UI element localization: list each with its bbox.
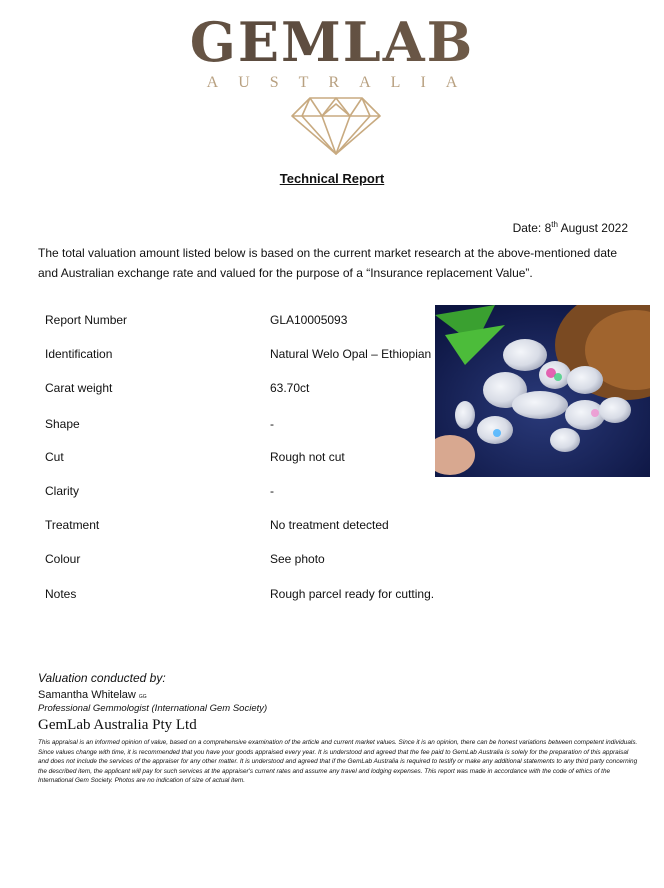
detail-value: -: [270, 484, 274, 498]
detail-label: Shape: [45, 417, 80, 431]
appraiser-name-text: Samantha Whitelaw: [38, 689, 136, 701]
detail-value: Rough not cut: [270, 450, 345, 464]
logo-subtitle: AUSTRALIA: [206, 74, 478, 91]
report-date: [513, 221, 628, 236]
detail-row: [45, 347, 432, 362]
detail-row: [45, 518, 425, 533]
detail-value: No treatment detected: [270, 518, 389, 532]
appraiser-title: Professional Gemmologist (International Gem Society): [38, 703, 268, 714]
detail-label: Treatment: [45, 518, 100, 532]
valuation-heading: Valuation conducted by:: [38, 671, 166, 685]
date-prefix: Date: 8: [512, 221, 552, 235]
detail-row: [45, 484, 425, 499]
date-month-year: August 2022: [557, 221, 628, 235]
diamond-logo-icon: [290, 96, 382, 156]
detail-value: -: [270, 417, 274, 431]
detail-label: Identification: [45, 347, 113, 361]
appraiser-name: [38, 688, 147, 702]
detail-label: Report Number: [45, 313, 128, 327]
opal-photo: [435, 305, 650, 477]
detail-row: [45, 417, 425, 432]
intro-paragraph: The total valuation amount listed below is based on the current market research at the above-mentioned date and Australian exchange rate and valued for the purpose of a “Insurance replacement Value”.: [38, 246, 618, 280]
company-name: GemLab Australia Pty Ltd: [38, 717, 197, 733]
detail-row: [45, 381, 425, 396]
appraiser-credential: GG: [138, 694, 147, 700]
detail-row: [45, 313, 425, 328]
page-title: Technical Report: [279, 171, 385, 186]
detail-label: Carat weight: [45, 381, 113, 395]
detail-row: [45, 587, 435, 602]
logo-wordmark: GEMLAB: [0, 14, 664, 70]
detail-value: Natural Welo Opal – Ethiopian: [270, 347, 432, 361]
disclaimer: This appraisal is an informed opinion of value, based on a comprehensive examination of the article and current market values. Since it is an opinion, there can be honest variations between competent individuals. Since values change with time, it is recommended that you have your goods appraised every year. It is understood and agreed that the fee paid to GemLab Australia is solely for the preparation of this appraisal and does not include the services of the appraiser for any other matter. It is understood and agreed that if the GemLab Australia is required to testify or make any additional statements to any third party concerning the described item, the applicant will pay for such services at the appraiser's current rates and assume any travel and lodging expenses. This report was made in accordance with the code of ethics of the International Gem Society. Photos are no indication of size of actual item.: [38, 739, 638, 785]
detail-value: Rough parcel ready for cutting.: [270, 587, 435, 601]
detail-row: [45, 552, 425, 567]
detail-value: GLA10005093: [270, 313, 348, 327]
detail-label: Cut: [45, 450, 64, 464]
detail-value: 63.70ct: [270, 381, 310, 395]
detail-label: Colour: [45, 552, 81, 566]
detail-label: Notes: [45, 587, 77, 601]
date-suffix-sup: th: [551, 220, 558, 229]
detail-row: [45, 450, 425, 465]
detail-label: Clarity: [45, 484, 80, 498]
detail-value: See photo: [270, 552, 325, 566]
